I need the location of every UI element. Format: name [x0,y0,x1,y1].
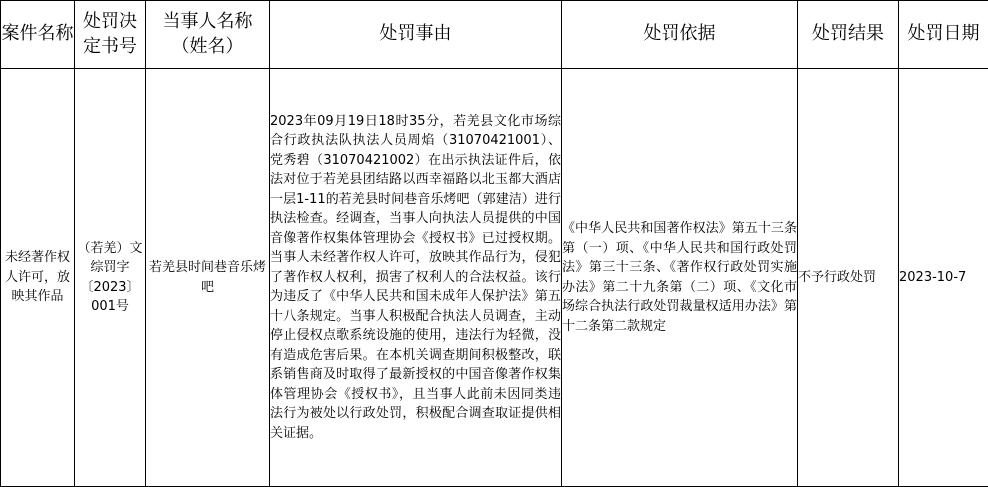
header-basis: 处罚依据 [562,1,798,69]
header-party: 当事人名称（姓名） [146,1,270,69]
cell-party: 若羌县时间巷音乐烤吧 [146,69,270,487]
header-case-name: 案件名称 [1,1,75,69]
header-date: 处罚日期 [899,1,988,69]
header-result: 处罚结果 [798,1,899,69]
cell-basis: 《中华人民共和国著作权法》第五十三条第（一）项、《中华人民共和国行政处罚法》第三十三条、《著作权行政处罚实施办法》第二十九条第（二）项、《文化市场综合执法行政处罚裁量权适用办法》第十二条第二款规定 [562,69,798,487]
cell-reason: 2023年09月19日18时35分，若羌县文化市场综合行政执法队执法人员周焰（31070421001）、党秀碧（31070421002）在出示执法证件后，依法对位于若羌县团结路以西幸福路以北玉都大酒店一层1-11的若羌县时间巷音乐烤吧（郭建洁）进行执法检查。经调查，当事人向执法人员提供的中国音像著作权集体管理协会《授权书》已过授权期。当事人未经著作权人许可，放映其作品行为，侵犯了著作权人权利，损害了权利人的合法权益。该行为违反了《中华人民共和国未成年人保护法》第五十八条规定。当事人积极配合执法人员调查，主动停止侵权点歌系统设施的使用，违法行为轻微，没有造成危害后果。在本机关调查期间积极整改，联系销售商及时取得了最新授权的中国音像著作权集体管理协会《授权书》，且当事人此前未因同类违法行为被处以行政处罚，积极配合调查取证提供相关证据。 [270,69,562,487]
header-decision-no: 处罚决定书号 [75,1,146,69]
cell-decision-no: （若羌）文综罚字〔2023〕001号 [75,69,146,487]
cell-date: 2023-10-7 [899,69,988,487]
cell-case-name: 未经著作权人许可，放映其作品 [1,69,75,487]
header-row [1,1,988,69]
table-row [1,69,988,487]
header-reason: 处罚事由 [270,1,562,69]
cell-result: 不予行政处罚 [798,69,899,487]
